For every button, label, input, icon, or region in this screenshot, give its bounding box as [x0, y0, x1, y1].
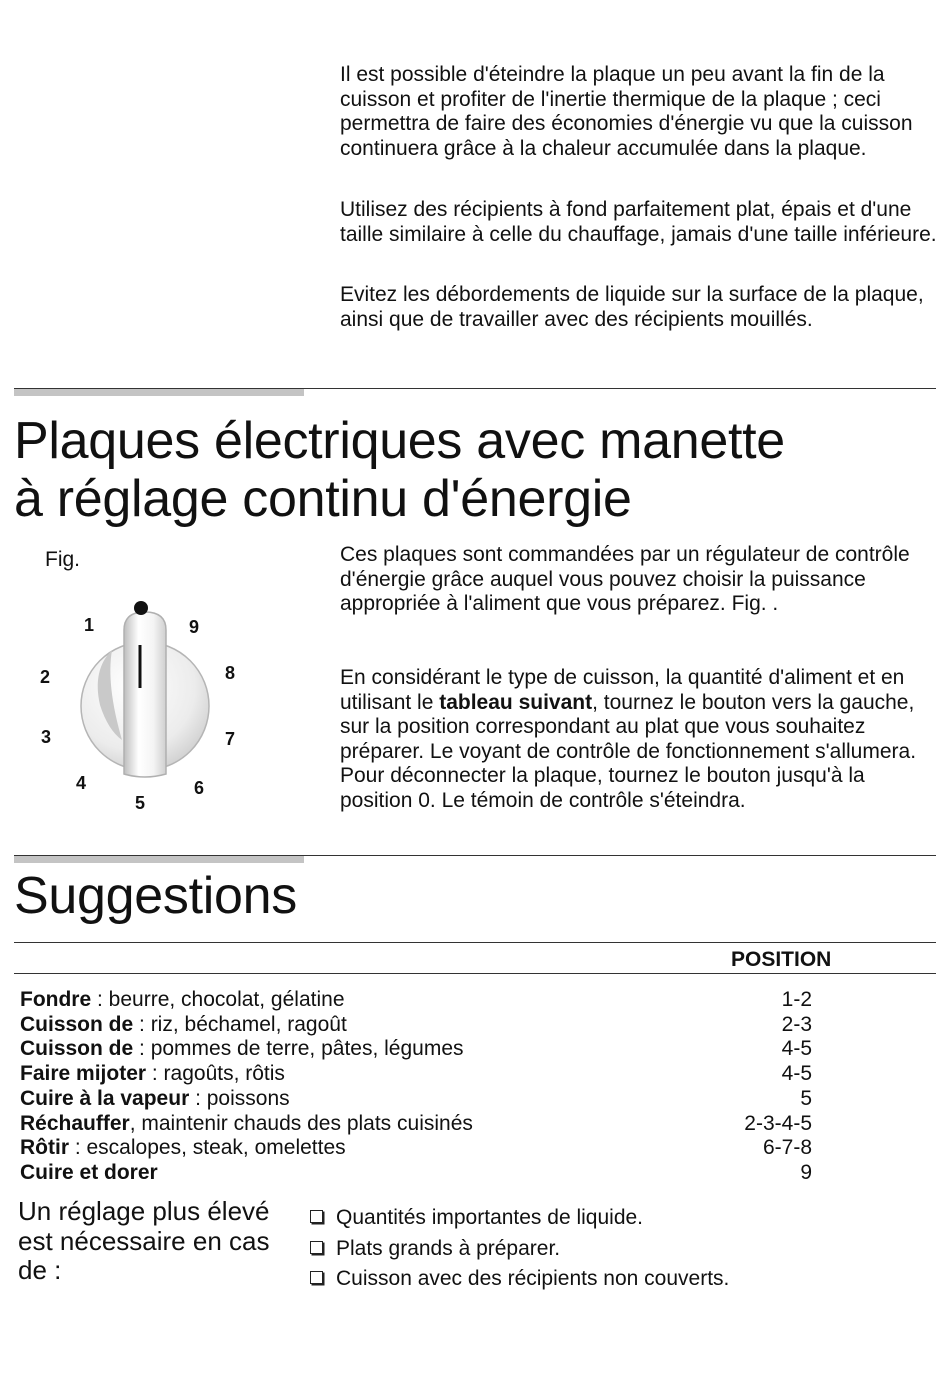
table-row [20, 988, 812, 1013]
list-item [310, 1264, 729, 1295]
section-1-accent-bar [14, 389, 304, 396]
dial-number-9: 9 [189, 617, 200, 637]
table-row [20, 1136, 812, 1161]
table-header-rule [14, 973, 936, 974]
section-2-divider [14, 855, 936, 856]
section-1-title-line-1: Plaques électriques avec manette [14, 412, 785, 470]
row-label: Rôtir [20, 1136, 69, 1160]
knob-grip [124, 612, 166, 777]
row-position: 2-3 [781, 1012, 812, 1036]
row-position: 4-5 [781, 1062, 812, 1086]
row-detail: : pommes de terre, pâtes, légumes [133, 1037, 464, 1061]
row-position: 5 [800, 1086, 812, 1110]
table-row [20, 1062, 812, 1087]
dial-number-4: 4 [76, 773, 87, 793]
section-1-paragraph-1: Ces plaques sont commandées par un régulateur de contrôle d'énergie grâce auquel vous pouvez choisir la puissance appropriée à l'aliment que vous préparez. Fig. . [340, 543, 910, 615]
control-knob-figure [30, 590, 260, 820]
checkbox-icon [310, 1241, 323, 1254]
row-position: 9 [800, 1160, 812, 1184]
intro-paragraph-3: Evitez les débordements de liquide sur la surface de la plaque, ainsi que de travailler avec des récipients mouillés. [340, 283, 924, 331]
row-detail: : poissons [189, 1086, 290, 1110]
row-label: Faire mijoter [20, 1062, 147, 1086]
row-label: Cuisson de [20, 1037, 134, 1061]
higher-setting-note: Un réglage plus élevé est nécessaire en cas de : [18, 1196, 270, 1285]
section-1-title-line-2: à réglage continu d'énergie [14, 470, 632, 528]
row-label: Fondre [20, 988, 92, 1011]
row-label: Cuire à la vapeur [20, 1086, 190, 1110]
checkbox-icon [310, 1271, 323, 1284]
higher-setting-checklist [310, 1203, 729, 1295]
dial-number-7: 7 [225, 729, 236, 749]
table-row [20, 1161, 812, 1186]
table-row [20, 1112, 812, 1137]
paragraph-2-bold-table-ref: tableau suivant [439, 690, 593, 714]
list-item-text: Cuisson avec des récipients non couverts. [336, 1267, 730, 1290]
position-column-header: POSITION [731, 948, 832, 971]
dial-number-3: 3 [41, 727, 52, 747]
row-detail: : beurre, chocolat, gélatine [91, 988, 345, 1011]
checkbox-icon [310, 1210, 323, 1223]
list-item-text: Plats grands à préparer. [336, 1236, 561, 1260]
list-item [310, 1203, 729, 1234]
section-1-paragraph-2 [340, 666, 940, 813]
dial-number-2: 2 [40, 667, 51, 687]
row-detail: : riz, béchamel, ragoût [133, 1012, 347, 1036]
paragraph-2-text-end: , tournez le bouton vers la gauche, sur la position correspondant au plat que vous souhaitez préparer. Le voyant de contrôle de fonctionnement s'allumera. Pour déconnecter la plaque, tournez le bouton jusqu'à la position 0. Le témoin de contrôle s'éteindra. [340, 690, 917, 812]
paragraph-2-text-start: En considérant le type de cuisson, la quantité d'aliment et en utilisant le [340, 666, 905, 714]
off-position-dot [134, 601, 148, 615]
row-position: 4-5 [781, 1037, 812, 1061]
row-position: 2-3-4-5 [744, 1111, 812, 1135]
table-row [20, 1013, 812, 1038]
row-detail: , maintenir chauds des plats cuisinés [129, 1111, 473, 1135]
row-label: Cuire et dorer [20, 1160, 158, 1184]
dial-number-1: 1 [84, 615, 95, 635]
section-1-title [14, 412, 785, 528]
section-2-accent-bar [14, 856, 304, 863]
row-detail: : ragoûts, rôtis [146, 1062, 285, 1086]
intro-paragraph-2: Utilisez des récipients à fond parfaitement plat, épais et d'une taille similaire à celle du chauffage, jamais d'une taille inférieure. [340, 198, 937, 246]
table-top-rule [14, 942, 936, 943]
dial-number-5: 5 [135, 793, 146, 813]
list-item-text: Quantités importantes de liquide. [336, 1206, 644, 1229]
row-position: 6-7-8 [762, 1136, 812, 1160]
figure-label: Fig. [45, 548, 81, 571]
intro-paragraph-1: Il est possible d'éteindre la plaque un peu avant la fin de la cuisson et profiter de l'inertie thermique de la plaque ; ceci permettra de faire des économies d'énergie vu que la cuisson continuera grâce à la chaleur accumulée dans la plaque. [340, 63, 913, 160]
list-item [310, 1234, 729, 1265]
dial-number-6: 6 [194, 778, 205, 798]
table-row [20, 1087, 812, 1112]
dial-number-8: 8 [225, 663, 236, 683]
row-detail: : escalopes, steak, omelettes [69, 1136, 346, 1160]
row-label: Cuisson de [20, 1012, 134, 1036]
row-position: 1-2 [781, 988, 812, 1011]
row-label: Réchauffer [20, 1111, 130, 1135]
knob-dial-icon [30, 590, 260, 820]
section-1-divider [14, 388, 936, 389]
table-row [20, 1037, 812, 1062]
section-2-title: Suggestions [14, 867, 297, 925]
